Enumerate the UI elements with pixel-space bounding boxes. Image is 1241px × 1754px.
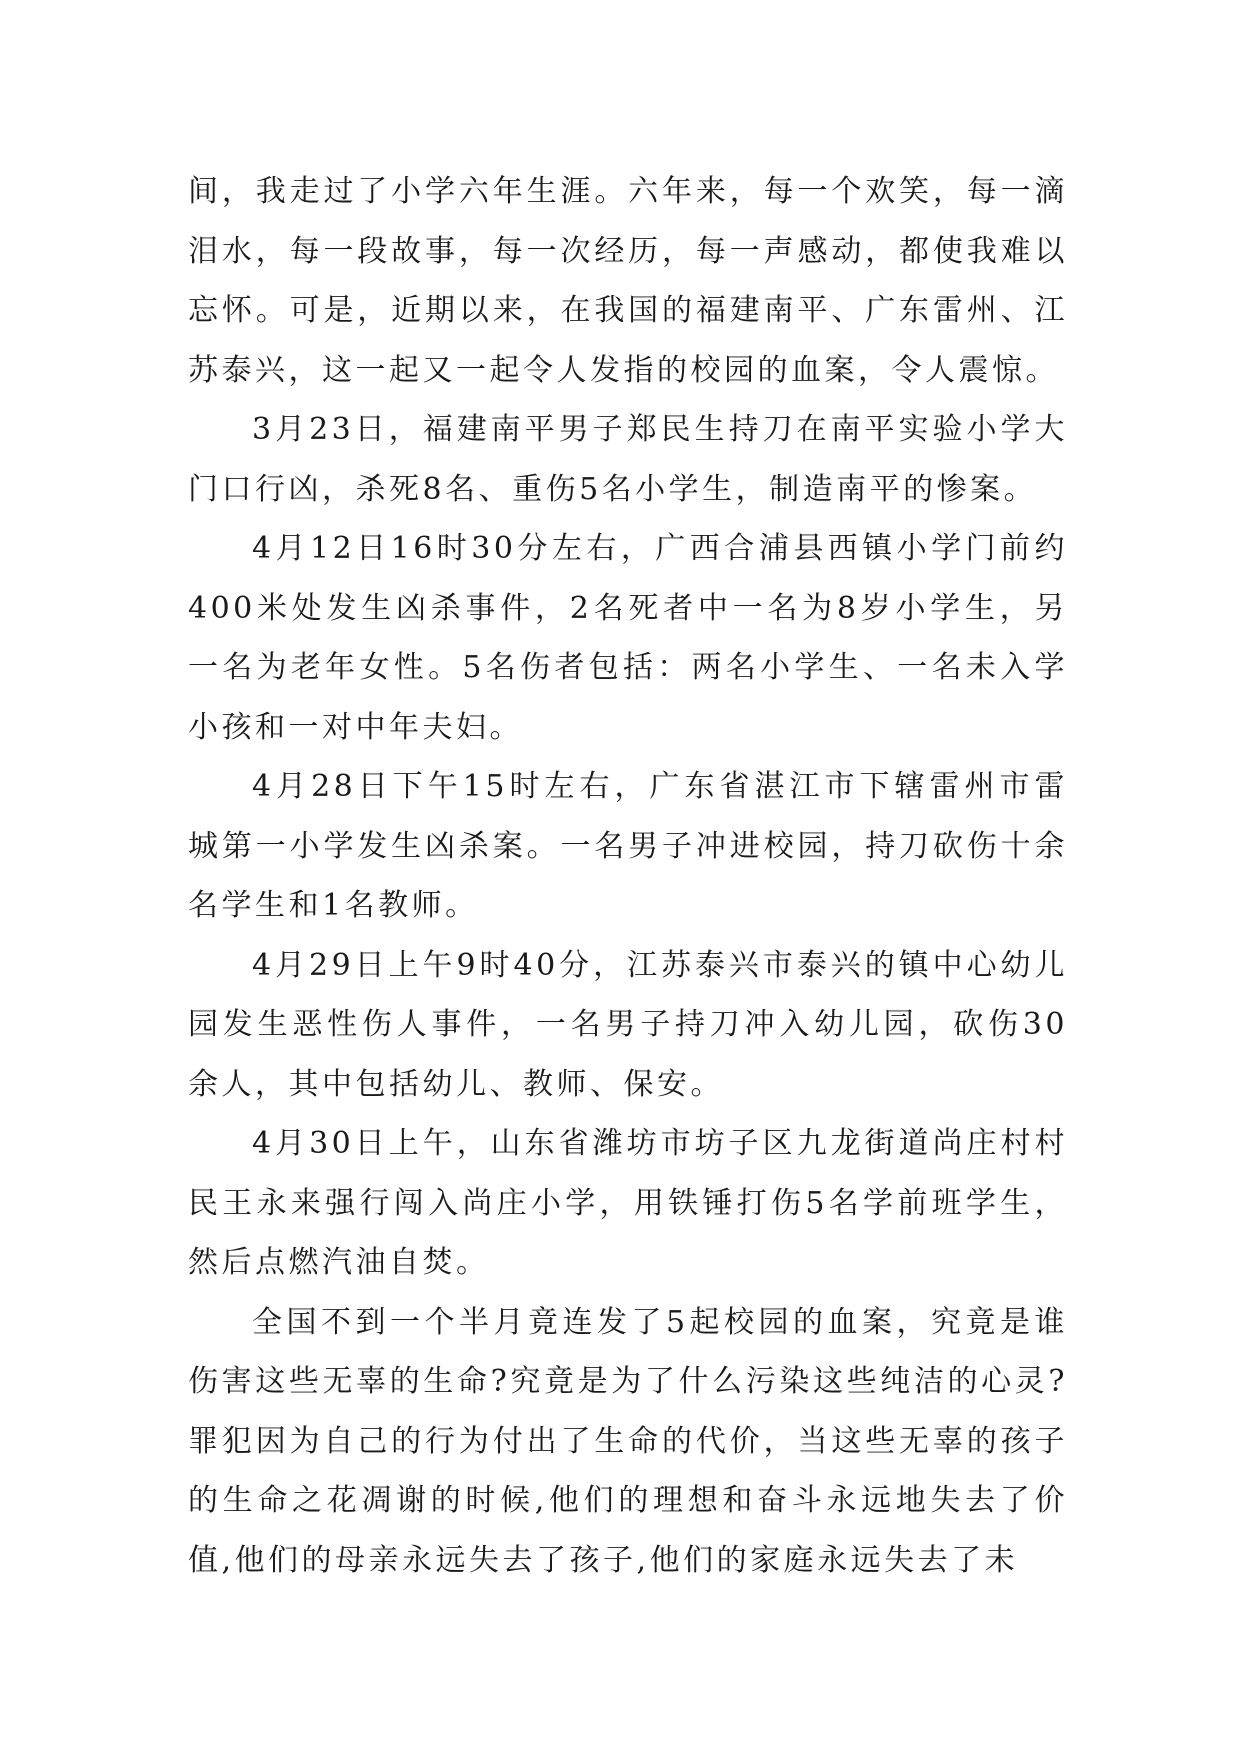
paragraph-intro: 间，我走过了小学六年生涯。六年来，每一个欢笑，每一滴泪水，每一段故事，每一次经历，每一声感动，都使我难以忘怀。可是，近期以来，在我国的福建南平、广东雷州、江苏泰兴，这一起又一起令人发指的校园的血案，令人震惊。 [188,174,1068,388]
paragraph-weifang: 4月30日上午，山东省潍坊市坊子区九龙街道尚庄村村民王永来强行闯入尚庄小学，用铁锤打伤5名学前班学生，然后点燃汽油自焚。 [188,1126,1068,1280]
body-text [188,162,1068,1590]
paragraph-hepu: 4月12日16时30分左右，广西合浦县西镇小学门前约400米处发生凶杀事件，2名死者中一名为8岁小学生，另一名为老年女性。5名伤者包括：两名小学生、一名未入学小孩和一对中年夫妇。 [188,531,1068,745]
paragraph-nanping: 3月23日，福建南平男子郑民生持刀在南平实验小学大门口行凶，杀死8名、重伤5名小学生，制造南平的惨案。 [188,412,1068,507]
paragraph-taixing: 4月29日上午9时40分，江苏泰兴市泰兴的镇中心幼儿园发生恶性伤人事件，一名男子持刀冲入幼儿园，砍伤30余人，其中包括幼儿、教师、保安。 [188,947,1068,1102]
paragraph-conclusion: 全国不到一个半月竟连发了5起校园的血案，究竟是谁伤害这些无辜的生命?究竟是为了什么污染这些纯洁的心灵?罪犯因为自己的行为付出了生命的代价，当这些无辜的孩子的生命之花凋谢的时候,他们的理想和奋斗永远地失去了价值,他们的母亲永远失去了孩子,他们的家庭永远失去了未 [188,1304,1068,1578]
paragraph-leizhou: 4月28日下午15时左右，广东省湛江市下辖雷州市雷城第一小学发生凶杀案。一名男子冲进校园，持刀砍伤十余名学生和1名教师。 [188,769,1068,923]
